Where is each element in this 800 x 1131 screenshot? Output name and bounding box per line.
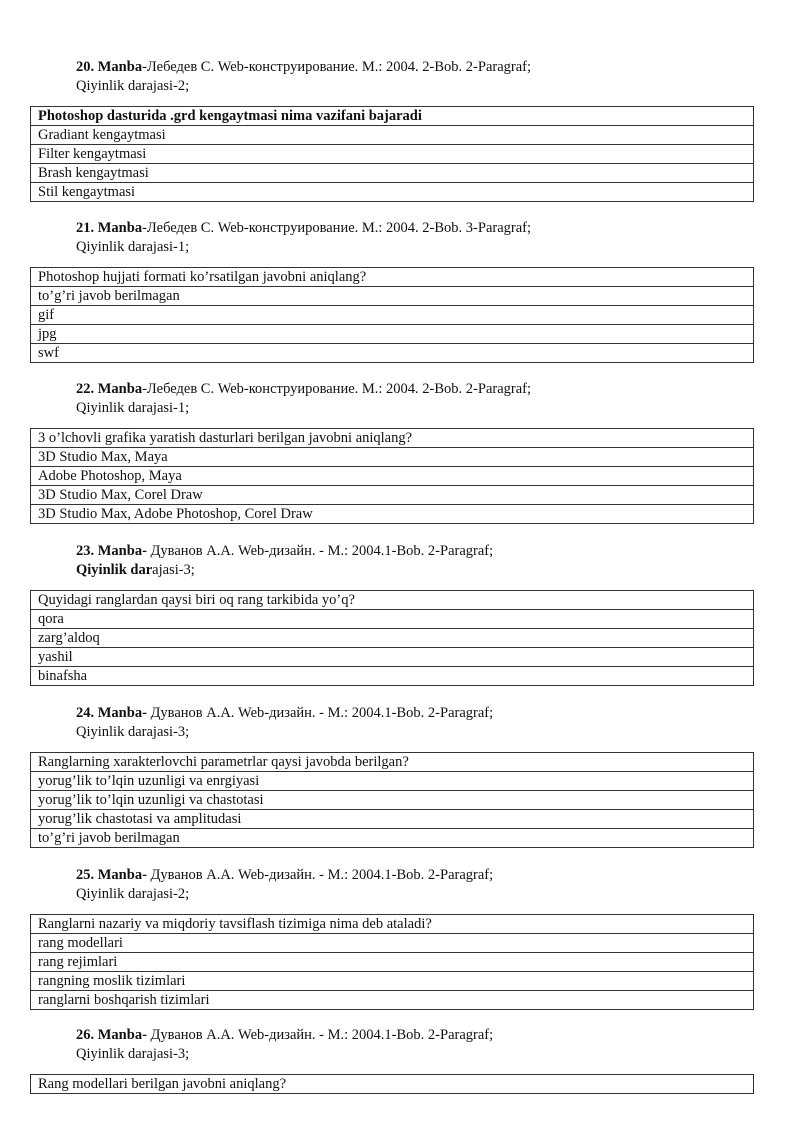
source-text: -Лебедев С. Web-конструирование. М.: 2004. 2-Bob. 2-Paragraf; [142,381,532,397]
source-line [76,58,754,77]
question-table [30,914,754,1010]
difficulty-line: Qiyinlik darajasi-2; [76,78,190,94]
source-label: Manba [97,220,143,236]
answer-option: binafsha [31,667,754,686]
difficulty-line [76,561,754,580]
answer-option: Brash kengaytmasi [31,164,754,183]
difficulty-line: Qiyinlik darajasi-2; [76,886,190,902]
question-meta [76,542,754,580]
source-text: -Лебедев С. Web-конструирование. М.: 2004. 2-Bob. 2-Paragraf; [142,59,532,75]
source-line [76,380,754,399]
answer-option: 3D Studio Max, Corel Draw [31,486,754,505]
question-meta [76,866,754,904]
answer-option: ranglarni boshqarish tizimlari [31,991,754,1010]
answer-option: rangning moslik tizimlari [31,972,754,991]
source-text: Дуванов А.А. Web-дизайн. - М.: 2004.1-Bob. 2-Paragraf; [146,543,494,559]
question-number: 26. [76,1027,95,1043]
answer-option: yorug’lik to’lqin uzunligi va enrgiyasi [31,772,754,791]
difficulty-line: Qiyinlik darajasi-3; [76,724,190,740]
question-block-21 [30,219,754,363]
source-label: Manba- [97,543,147,559]
source-text: Дуванов А.А. Web-дизайн. - М.: 2004.1-Bob. 2-Paragraf; [146,867,494,883]
answer-option: yashil [31,648,754,667]
source-label: Manba [97,59,143,75]
answer-option: yorug’lik chastotasi va amplitudasi [31,810,754,829]
answer-option: Adobe Photoshop, Maya [31,467,754,486]
question-meta [76,380,754,418]
difficulty-bold-part: Qiyinlik dar [76,562,153,578]
answer-option: to’g’ri javob berilmagan [31,829,754,848]
source-label: Manba- [97,705,147,721]
source-line [76,704,754,723]
answer-option: yorug’lik to’lqin uzunligi va chastotasi [31,791,754,810]
question-meta [76,219,754,257]
question-text: 3 o’lchovli grafika yaratish dasturlari berilgan javobni aniqlang? [31,429,754,448]
question-table [30,106,754,202]
answer-option: jpg [31,325,754,344]
answer-option: 3D Studio Max, Maya [31,448,754,467]
question-meta [76,704,754,742]
question-block-20 [30,58,754,202]
difficulty-line: Qiyinlik darajasi-1; [76,239,190,255]
source-label: Manba [97,381,143,397]
question-block-24 [30,704,754,848]
source-line [76,1026,754,1045]
question-block-26 [30,1026,754,1094]
question-text: Ranglarni nazariy va miqdoriy tavsiflash tizimiga nima deb ataladi? [31,915,754,934]
source-text: -Лебедев С. Web-конструирование. М.: 2004. 2-Bob. 3-Paragraf; [142,220,532,236]
difficulty-line: Qiyinlik darajasi-1; [76,400,190,416]
question-number: 25. [76,867,95,883]
question-number: 20. [76,59,95,75]
question-table [30,1074,754,1094]
answer-option: zarg’aldoq [31,629,754,648]
question-table [30,752,754,848]
source-line [76,542,754,561]
question-number: 22. [76,381,95,397]
source-line [76,219,754,238]
answer-option: rang modellari [31,934,754,953]
source-label: Manba- [97,867,147,883]
question-meta [76,58,754,96]
question-block-23 [30,542,754,686]
question-text: Rang modellari berilgan javobni aniqlang? [31,1075,754,1094]
difficulty-line: Qiyinlik darajasi-3; [76,1046,190,1062]
question-text: Quyidagi ranglardan qaysi biri oq rang tarkibida yo’q? [31,591,754,610]
question-number: 24. [76,705,95,721]
answer-option: qora [31,610,754,629]
question-block-22 [30,380,754,524]
question-block-25 [30,866,754,1010]
question-table [30,590,754,686]
source-text: Дуванов А.А. Web-дизайн. - М.: 2004.1-Bob. 2-Paragraf; [146,1027,494,1043]
difficulty-rest: ajasi-3; [152,562,195,578]
question-number: 21. [76,220,95,236]
answer-option: rang rejimlari [31,953,754,972]
question-number: 23. [76,543,95,559]
answer-option: Stil kengaytmasi [31,183,754,202]
question-text: Ranglarning xarakterlovchi parametrlar qaysi javobda berilgan? [31,753,754,772]
source-text: Дуванов А.А. Web-дизайн. - М.: 2004.1-Bob. 2-Paragraf; [146,705,494,721]
question-text: Photoshop hujjati formati ko’rsatilgan javobni aniqlang? [31,268,754,287]
answer-option: 3D Studio Max, Adobe Photoshop, Corel Draw [31,505,754,524]
answer-option: gif [31,306,754,325]
question-table [30,428,754,524]
answer-option: Filter kengaytmasi [31,145,754,164]
answer-option: swf [31,344,754,363]
answer-option: to’g’ri javob berilmagan [31,287,754,306]
question-meta [76,1026,754,1064]
question-table [30,267,754,363]
question-text: Photoshop dasturida .grd kengaytmasi nima vazifani bajaradi [31,107,754,126]
source-line [76,866,754,885]
answer-option: Gradiant kengaytmasi [31,126,754,145]
source-label: Manba- [97,1027,147,1043]
